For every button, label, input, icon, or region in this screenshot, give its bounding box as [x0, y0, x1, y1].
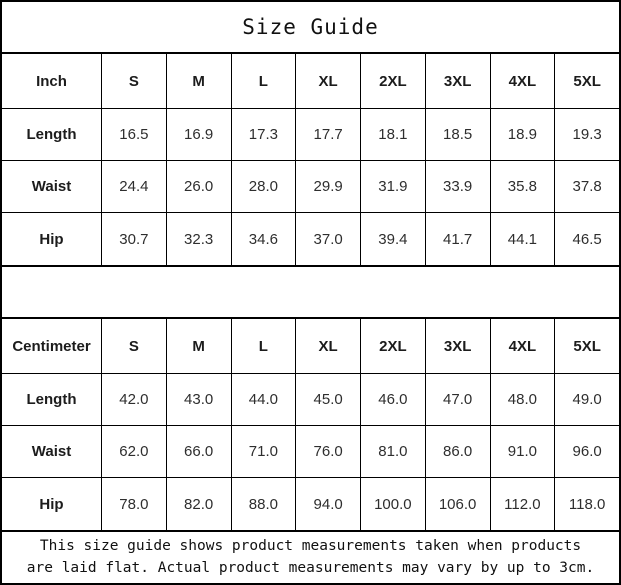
measurement-value-cell: 33.9 [426, 161, 490, 212]
footer-note-line-1: This size guide shows product measurements taken when products [39, 538, 582, 555]
measurement-value-cell: 37.0 [296, 213, 360, 265]
size-header-cell: M [167, 319, 231, 373]
row-label-cell: Length [2, 109, 101, 160]
size-header-cell: S [102, 54, 166, 108]
measurement-value-cell: 26.0 [167, 161, 231, 212]
size-header-cell: L [232, 319, 296, 373]
row-label-cell: Hip [2, 478, 101, 530]
measurement-value-cell: 81.0 [361, 426, 425, 477]
measurement-value-cell: 34.6 [232, 213, 296, 265]
measurement-value-cell: 76.0 [296, 426, 360, 477]
size-header-cell: S [102, 319, 166, 373]
measurement-value-cell: 44.1 [491, 213, 555, 265]
row-label-cell: Length [2, 374, 101, 425]
size-header-cell: XL [296, 319, 360, 373]
size-header-cell: M [167, 54, 231, 108]
measurement-value-cell: 44.0 [232, 374, 296, 425]
footer-note [2, 532, 619, 583]
measurement-value-cell: 17.3 [232, 109, 296, 160]
measurement-value-cell: 35.8 [491, 161, 555, 212]
centimeter-size-table [2, 317, 619, 532]
measurement-value-cell: 37.8 [555, 161, 619, 212]
measurement-value-cell: 48.0 [491, 374, 555, 425]
measurement-value-cell: 18.5 [426, 109, 490, 160]
measurement-value-cell: 71.0 [232, 426, 296, 477]
size-header-cell: L [232, 54, 296, 108]
measurement-value-cell: 29.9 [296, 161, 360, 212]
size-header-cell: 5XL [555, 54, 619, 108]
measurement-value-cell: 96.0 [555, 426, 619, 477]
measurement-value-cell: 32.3 [167, 213, 231, 265]
measurement-value-cell: 30.7 [102, 213, 166, 265]
row-label-cell: Hip [2, 213, 101, 265]
measurement-value-cell: 43.0 [167, 374, 231, 425]
size-header-cell: 4XL [491, 54, 555, 108]
measurement-value-cell: 94.0 [296, 478, 360, 530]
unit-header-cell: Centimeter [2, 319, 101, 373]
measurement-value-cell: 41.7 [426, 213, 490, 265]
measurement-value-cell: 118.0 [555, 478, 619, 530]
measurement-value-cell: 18.1 [361, 109, 425, 160]
measurement-value-cell: 49.0 [555, 374, 619, 425]
measurement-value-cell: 62.0 [102, 426, 166, 477]
measurement-value-cell: 100.0 [361, 478, 425, 530]
measurement-value-cell: 19.3 [555, 109, 619, 160]
size-header-cell: 3XL [426, 319, 490, 373]
footer-note-line-2: are laid flat. Actual product measurements may vary by up to 3cm. [26, 559, 595, 576]
size-header-cell: 2XL [361, 54, 425, 108]
measurement-value-cell: 16.5 [102, 109, 166, 160]
size-header-cell: XL [296, 54, 360, 108]
measurement-value-cell: 46.5 [555, 213, 619, 265]
measurement-value-cell: 17.7 [296, 109, 360, 160]
measurement-value-cell: 24.4 [102, 161, 166, 212]
page-title: Size Guide [242, 15, 379, 39]
size-header-cell: 3XL [426, 54, 490, 108]
inch-size-table [2, 52, 619, 267]
size-header-cell: 2XL [361, 319, 425, 373]
measurement-value-cell: 42.0 [102, 374, 166, 425]
measurement-value-cell: 39.4 [361, 213, 425, 265]
measurement-value-cell: 91.0 [491, 426, 555, 477]
measurement-value-cell: 45.0 [296, 374, 360, 425]
size-header-cell: 4XL [491, 319, 555, 373]
size-header-cell: 5XL [555, 319, 619, 373]
measurement-value-cell: 88.0 [232, 478, 296, 530]
table-separator [2, 267, 619, 317]
row-label-cell: Waist [2, 426, 101, 477]
measurement-value-cell: 78.0 [102, 478, 166, 530]
measurement-value-cell: 86.0 [426, 426, 490, 477]
measurement-value-cell: 66.0 [167, 426, 231, 477]
row-label-cell: Waist [2, 161, 101, 212]
measurement-value-cell: 18.9 [491, 109, 555, 160]
measurement-value-cell: 28.0 [232, 161, 296, 212]
measurement-value-cell: 31.9 [361, 161, 425, 212]
measurement-value-cell: 82.0 [167, 478, 231, 530]
measurement-value-cell: 16.9 [167, 109, 231, 160]
measurement-value-cell: 46.0 [361, 374, 425, 425]
unit-header-cell: Inch [2, 54, 101, 108]
measurement-value-cell: 112.0 [491, 478, 555, 530]
measurement-value-cell: 106.0 [426, 478, 490, 530]
measurement-value-cell: 47.0 [426, 374, 490, 425]
